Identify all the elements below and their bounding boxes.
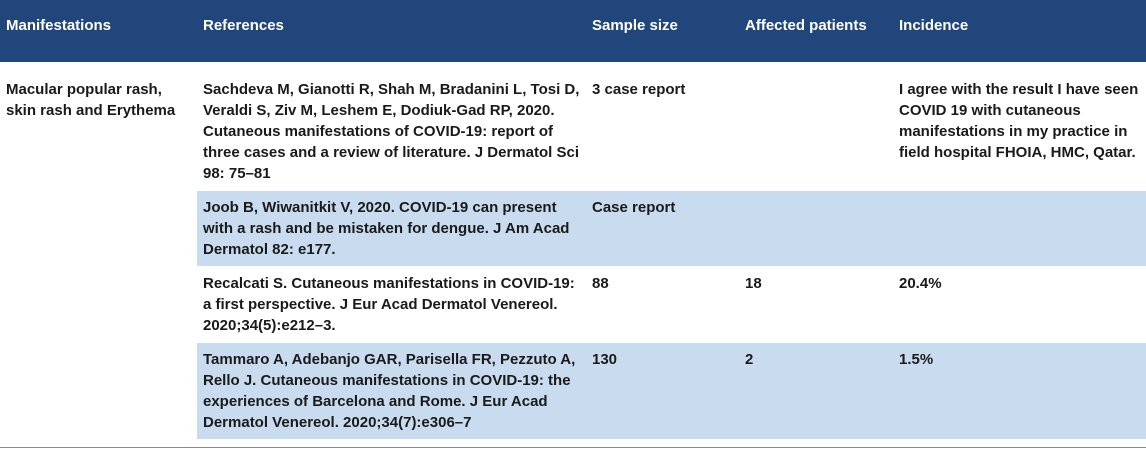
manifestation-cell: Macular popular rash, skin rash and Erythema: [0, 73, 197, 440]
header-affected-patients: Affected patients: [745, 17, 867, 34]
header-sample-size: Sample size: [592, 17, 678, 34]
sample-size-cell: 130: [586, 343, 739, 440]
table-header-row: [0, 0, 1146, 62]
affected-cell: [739, 73, 893, 191]
affected-cell: 2: [739, 343, 893, 440]
reference-cell: Tammaro A, Adebanjo GAR, Parisella FR, Pezzuto A, Rello J. Cutaneous manifestations in COVID-19: the experiences of Barcelona and Rome. J Eur Acad Dermatol Venereol. 2020;34(7):e306–7: [197, 343, 586, 440]
reference-cell: Sachdeva M, Gianotti R, Shah M, Bradanini L, Tosi D, Veraldi S, Ziv M, Leshem E, Dodiuk-Gad RP, 2020. Cutaneous manifestations of COVID-19: report of three cases and a review of literature. J Dermatol Sci 98: 75–81: [197, 73, 586, 191]
incidence-cell: I agree with the result I have seen COVID 19 with cutaneous manifestations in my practice in field hospital FHOIA, HMC, Qatar.: [893, 73, 1146, 191]
incidence-cell: [893, 191, 1146, 267]
affected-cell: 18: [739, 267, 893, 343]
incidence-cell: 1.5%: [893, 343, 1146, 440]
affected-cell: [739, 191, 893, 267]
reference-cell: Recalcati S. Cutaneous manifestations in COVID-19: a first perspective. J Eur Acad Dermatol Venereol. 2020;34(5):e212–3.: [197, 267, 586, 343]
sample-size-cell: 88: [586, 267, 739, 343]
reference-cell: Joob B, Wiwanitkit V, 2020. COVID-19 can present with a rash and be mistaken for dengue. J Am Acad Dermatol 82: e177.: [197, 191, 586, 267]
sample-size-cell: Case report: [586, 191, 739, 267]
sample-size-cell: 3 case report: [586, 73, 739, 191]
table-row: [0, 73, 1146, 191]
incidence-cell: 20.4%: [893, 267, 1146, 343]
header-references: References: [203, 17, 284, 34]
header-manifestations: Manifestations: [6, 17, 112, 34]
header-incidence: Incidence: [899, 17, 969, 34]
table-bottom-rule: [0, 447, 1146, 448]
